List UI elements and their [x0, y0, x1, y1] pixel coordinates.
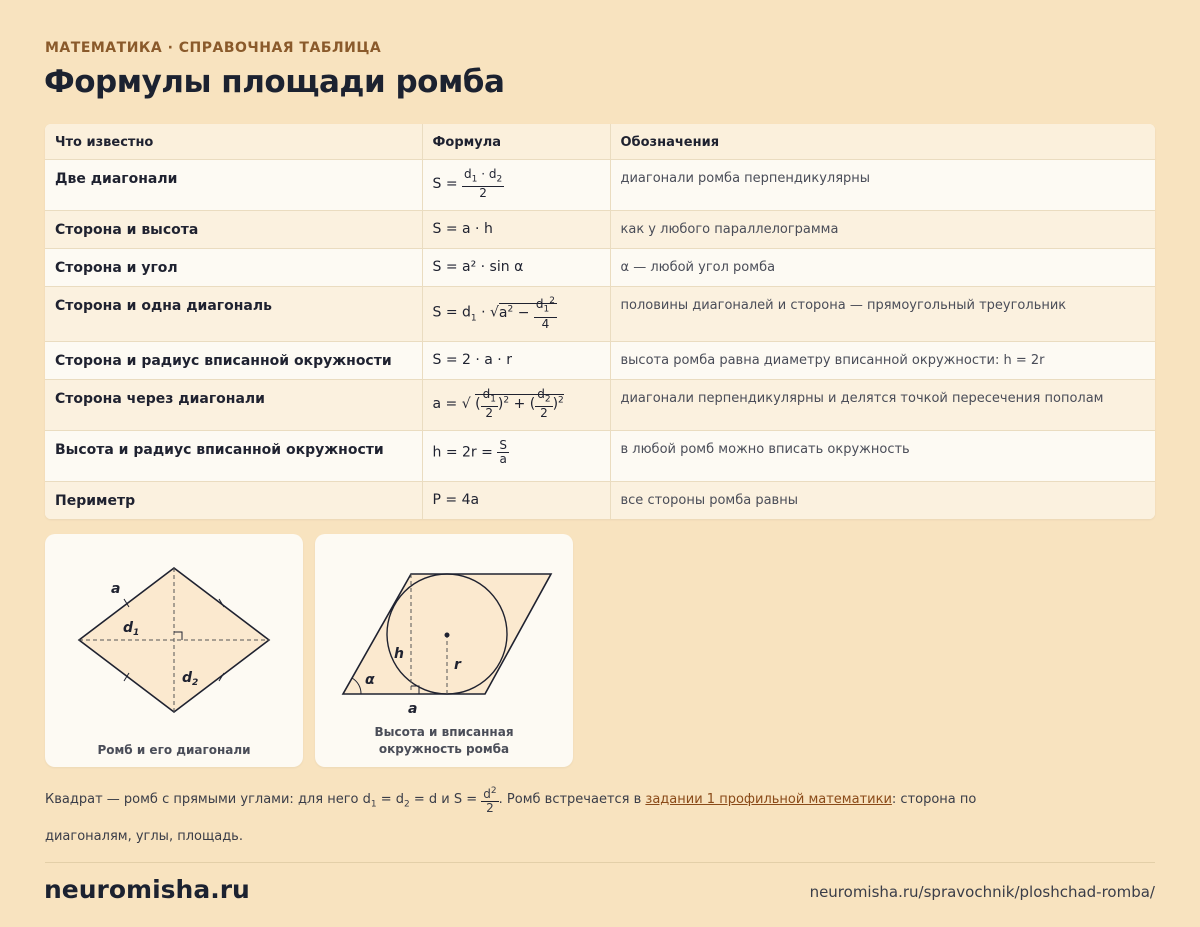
- section-kicker: МАТЕМАТИКА · СПРАВОЧНАЯ ТАБЛИЦА: [45, 40, 382, 56]
- row-notes: диагонали перпендикулярны и делятся точкой пересечения пополам: [610, 379, 1155, 430]
- row-notes: диагонали ромба перпендикулярны: [610, 160, 1155, 211]
- table-row: [45, 379, 1155, 430]
- row-known: Сторона и высота: [45, 211, 422, 249]
- row-notes: все стороны ромба равны: [610, 482, 1155, 520]
- side-label-a: a: [111, 581, 121, 597]
- column-header-formula: Формула: [422, 124, 610, 160]
- row-known: Высота и радиус вписанной окружности: [45, 431, 422, 482]
- row-known: Две диагонали: [45, 160, 422, 211]
- page-title: Формулы площади ромба: [44, 64, 505, 100]
- row-notes: высота ромба равна диаметру вписанной окружности: h = 2r: [610, 341, 1155, 379]
- figure-card-incircle: [315, 534, 573, 767]
- height-label-h: h: [394, 646, 404, 662]
- table-row: [45, 482, 1155, 520]
- figure-caption: Ромб и его диагонали: [97, 743, 251, 757]
- diagonal-label-d2: $d_2$: [182, 670, 199, 688]
- row-formula: S = a² · sin α: [422, 249, 610, 287]
- column-header-known: Что известно: [45, 124, 422, 160]
- brand-logo-text: neuromisha.ru: [44, 875, 250, 904]
- angle-label-alpha: α: [365, 672, 375, 688]
- row-formula: $S = d_1 \cdot √a^2$ − $\frac{d_1^2}{4}$: [422, 287, 610, 341]
- footer-divider: [45, 862, 1155, 863]
- row-formula: h = 2r = $\frac{S}{a}$: [422, 431, 610, 482]
- side-label-a: a: [408, 701, 418, 717]
- task-link[interactable]: задании 1 профильной математики: [645, 792, 892, 807]
- row-formula: P = 4a: [422, 482, 610, 520]
- table-row: [45, 160, 1155, 211]
- square-note: Квадрат — ромб с прямыми углами: для него $d_1 = d_2 = d$ и S = $\frac{d^2}{2}$ . Ромб встречается в задании 1 профильной математики: сторона по диагоналям, углы, площадь.: [45, 785, 977, 844]
- row-notes: в любой ромб можно вписать окружность: [610, 431, 1155, 482]
- table-row: [45, 431, 1155, 482]
- figure-card-diagonals: [45, 534, 303, 767]
- row-formula: S = $\frac{d_1 \cdot d_2}{2}$: [422, 160, 610, 211]
- row-known: Периметр: [45, 482, 422, 520]
- figure-caption: Высота и вписанная окружность ромба: [374, 725, 514, 756]
- formula-table: [45, 124, 1155, 519]
- row-known: Сторона и угол: [45, 249, 422, 287]
- row-notes: α — любой угол ромба: [610, 249, 1155, 287]
- row-known: Сторона и радиус вписанной окружности: [45, 341, 422, 379]
- page-url: neuromisha.ru/spravochnik/ploshchad-romba/: [809, 883, 1155, 901]
- table-row: [45, 341, 1155, 379]
- row-notes: как у любого параллелограмма: [610, 211, 1155, 249]
- table-row: [45, 287, 1155, 341]
- table-row: [45, 211, 1155, 249]
- table-header-row: [45, 124, 1155, 160]
- column-header-notes: Обозначения: [610, 124, 1155, 160]
- row-formula: S = a · h: [422, 211, 610, 249]
- row-notes: половины диагоналей и сторона — прямоугольный треугольник: [610, 287, 1155, 341]
- table-row: [45, 249, 1155, 287]
- diagonal-label-d1: $d_1$: [123, 620, 140, 638]
- row-known: Сторона и одна диагональ: [45, 287, 422, 341]
- row-formula: a = √ ( $\frac{d_1}{2}$ )$^2$ + ( $\frac{d_2}{2}$ )$^2$: [422, 379, 610, 430]
- row-formula: S = 2 · a · r: [422, 341, 610, 379]
- row-known: Сторона через диагонали: [45, 379, 422, 430]
- rhombus-diagonals-diagram: [45, 534, 303, 767]
- radius-label-r: r: [454, 657, 461, 673]
